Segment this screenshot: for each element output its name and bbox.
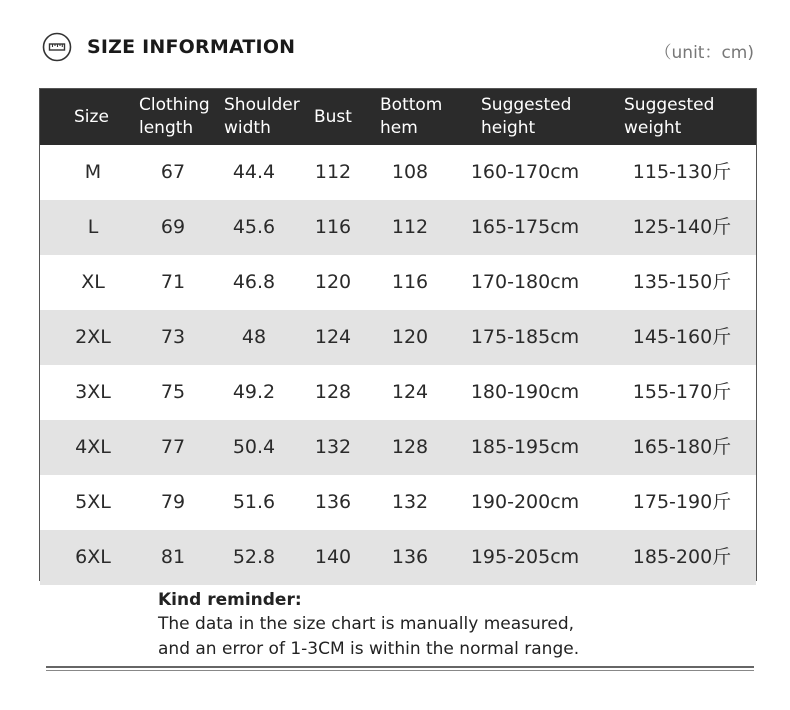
cell-clothing-length: 69 (160, 216, 186, 238)
cell-bust: 112 (314, 161, 352, 183)
cell-shoulder-width: 48 (241, 326, 267, 348)
reminder-title: Kind reminder: (158, 590, 302, 610)
cell-bottom-hem: 132 (391, 491, 429, 513)
cell-shoulder-width: 50.4 (232, 436, 276, 458)
cell-size: 6XL (75, 546, 111, 568)
unit-label: （unit：cm) (654, 43, 754, 63)
table-row (40, 310, 756, 365)
size-table (39, 88, 757, 581)
cell-bust: 120 (314, 271, 352, 293)
cell-shoulder-width: 46.8 (232, 271, 276, 293)
cell-suggested-height: 185-195cm (470, 436, 580, 458)
page-header (40, 28, 760, 68)
cell-suggested-weight: 185-200斤 (632, 546, 732, 568)
cell-suggested-weight: 115-130斤 (632, 161, 732, 183)
cell-suggested-weight: 165-180斤 (632, 436, 732, 458)
cell-size: 5XL (75, 491, 111, 513)
cell-suggested-weight: 125-140斤 (632, 216, 732, 238)
cell-suggested-height: 180-190cm (470, 381, 580, 403)
cell-size: M (84, 161, 102, 183)
divider-line (46, 666, 754, 668)
cell-clothing-length: 81 (160, 546, 186, 568)
kind-reminder (158, 588, 718, 662)
table-header-row (40, 89, 756, 145)
cell-size: 3XL (75, 381, 111, 403)
cell-shoulder-width: 44.4 (232, 161, 276, 183)
cell-bust: 140 (314, 546, 352, 568)
cell-size: 2XL (75, 326, 111, 348)
cell-clothing-length: 67 (160, 161, 186, 183)
table-row (40, 420, 756, 475)
cell-clothing-length: 75 (160, 381, 186, 403)
cell-suggested-weight: 155-170斤 (632, 381, 732, 403)
cell-size: XL (81, 271, 105, 293)
cell-bottom-hem: 128 (391, 436, 429, 458)
cell-clothing-length: 77 (160, 436, 186, 458)
table-row (40, 530, 756, 585)
cell-shoulder-width: 49.2 (232, 381, 276, 403)
cell-suggested-height: 195-205cm (470, 546, 580, 568)
table-row (40, 475, 756, 530)
cell-size: 4XL (75, 436, 111, 458)
cell-shoulder-width: 52.8 (232, 546, 276, 568)
cell-bottom-hem: 108 (391, 161, 429, 183)
cell-suggested-weight: 175-190斤 (632, 491, 732, 513)
header-shoulder-width: Shoulder width (224, 95, 300, 138)
cell-bust: 116 (314, 216, 352, 238)
ruler-icon (42, 32, 72, 62)
header-clothing-length: Clothing length (139, 95, 210, 138)
cell-bottom-hem: 136 (391, 546, 429, 568)
cell-suggested-weight: 135-150斤 (632, 271, 732, 293)
cell-bottom-hem: 120 (391, 326, 429, 348)
cell-clothing-length: 79 (160, 491, 186, 513)
header-bust: Bust (314, 106, 352, 127)
cell-shoulder-width: 45.6 (232, 216, 276, 238)
cell-suggested-height: 165-175cm (470, 216, 580, 238)
cell-shoulder-width: 51.6 (232, 491, 276, 513)
reminder-line-2: and an error of 1-3CM is within the normal range. (158, 639, 580, 659)
divider-line-thin (46, 670, 754, 671)
cell-bust: 124 (314, 326, 352, 348)
cell-bottom-hem: 116 (391, 271, 429, 293)
cell-size: L (87, 216, 99, 238)
table-body (40, 145, 756, 585)
cell-clothing-length: 73 (160, 326, 186, 348)
cell-suggested-height: 190-200cm (470, 491, 580, 513)
cell-suggested-height: 175-185cm (470, 326, 580, 348)
header-suggested-weight: Suggested weight (624, 95, 715, 138)
reminder-line-1: The data in the size chart is manually measured, (158, 614, 575, 634)
cell-suggested-height: 170-180cm (470, 271, 580, 293)
cell-clothing-length: 71 (160, 271, 186, 293)
table-row (40, 145, 756, 200)
cell-bottom-hem: 112 (391, 216, 429, 238)
cell-suggested-height: 160-170cm (470, 161, 580, 183)
header-suggested-height: Suggested height (481, 95, 572, 138)
header-size: Size (74, 106, 109, 127)
cell-suggested-weight: 145-160斤 (632, 326, 732, 348)
cell-bottom-hem: 124 (391, 381, 429, 403)
cell-bust: 136 (314, 491, 352, 513)
cell-bust: 132 (314, 436, 352, 458)
table-row (40, 365, 756, 420)
page-title: SIZE INFORMATION (87, 36, 296, 58)
header-bottom-hem: Bottom hem (380, 95, 443, 138)
cell-bust: 128 (314, 381, 352, 403)
table-row (40, 255, 756, 310)
table-row (40, 200, 756, 255)
